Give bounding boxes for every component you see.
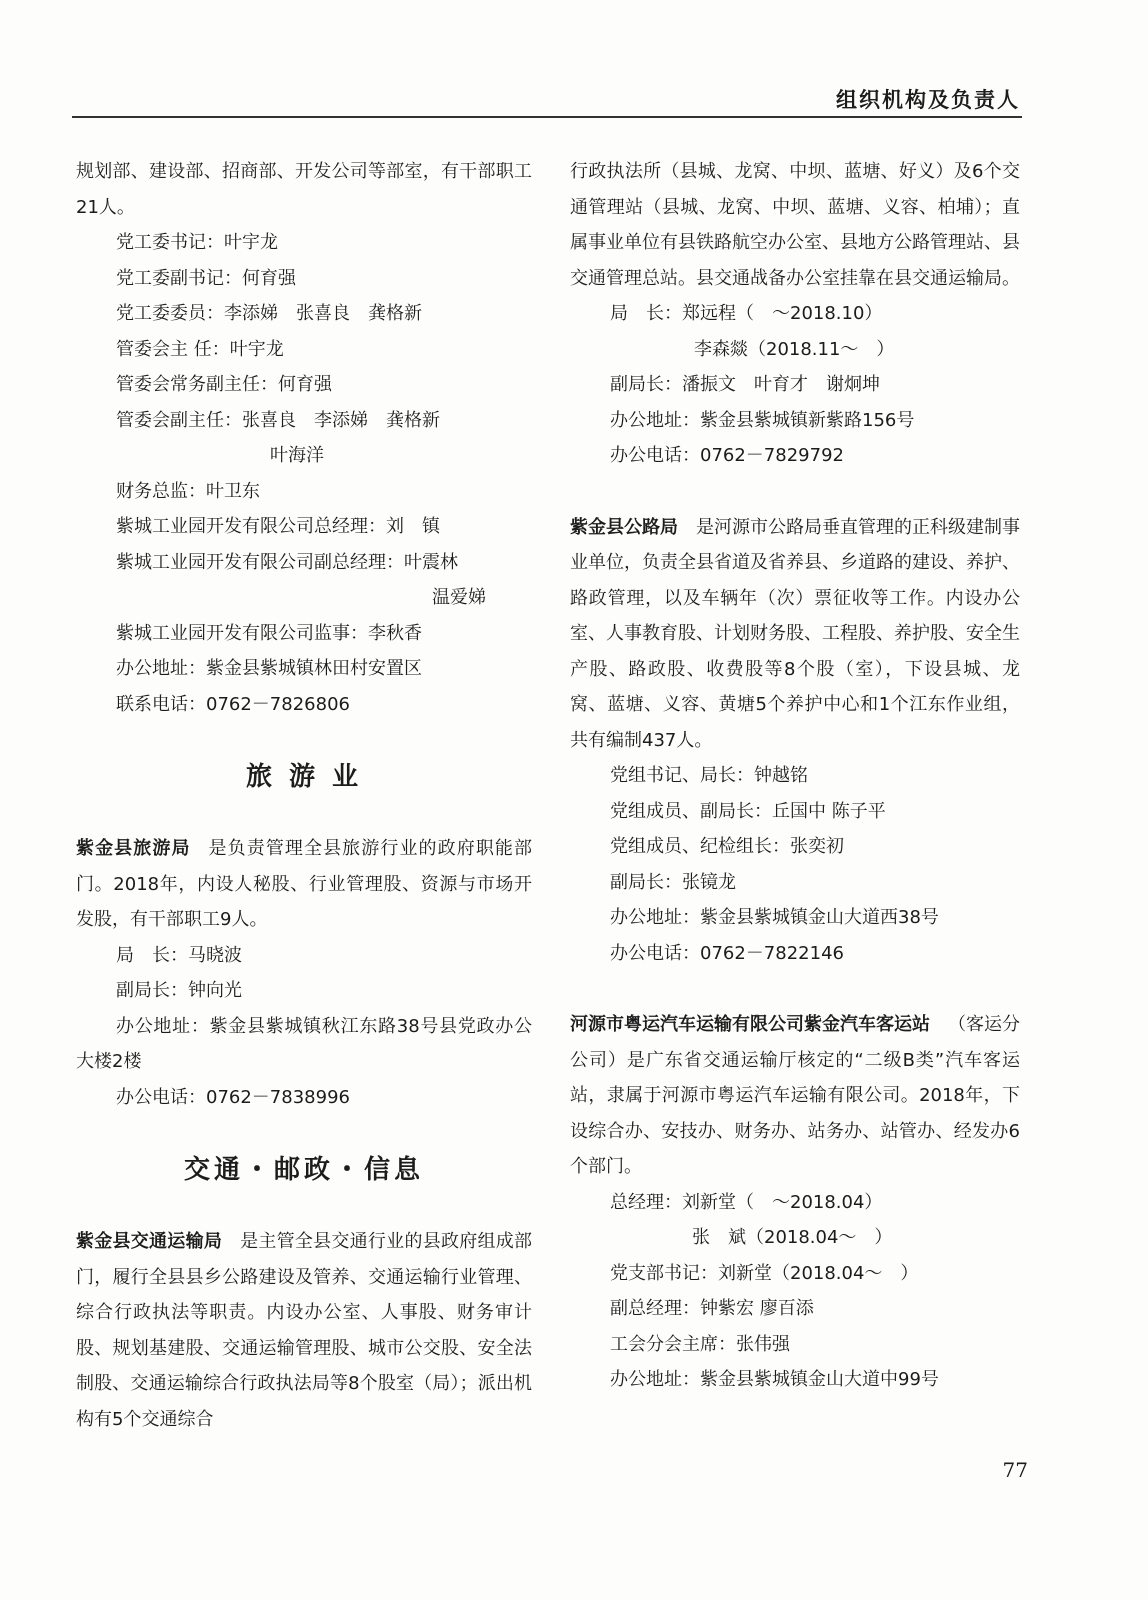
org-name: 紫金县公路局 <box>570 516 678 538</box>
org-description: 是负责管理全县旅游行业的政府职能部门。2018年，内设人秘股、行业管理股、资源与市场开发股，有干部职工9人。 <box>76 838 532 930</box>
park-contact-continuation: 温爱娣 <box>432 587 486 608</box>
highway-contact-line: 党组书记、局长：钟越铭 <box>610 765 808 786</box>
org-description: 是主管全县交通行业的县政府组成部门，履行全县县乡公路建设及管养、交通运输行业管理、综合行政执法等职责。内设办公室、人事股、财务审计股、规划基建股、交通运输管理股、城市公交股、安全法制股、交通运输综合行政执法局等8个股室（局）；派出机构有5个交通综合 <box>76 1231 533 1430</box>
park-contact-line: 管委会副主任：张喜良 李添娣 龚格新 <box>116 409 440 431</box>
bus-contact-continuation: 张 斌（2018.04～ ） <box>692 1227 893 1248</box>
park-contact-line: 党工委书记：叶宇龙 <box>116 232 278 253</box>
park-contact-line: 管委会常务副主任：何育强 <box>116 374 332 395</box>
transport-contact-line: 局 长：郑远程（ ～2018.10） <box>610 303 883 324</box>
bus-contact-line: 总经理：刘新堂（ ～2018.04） <box>610 1191 883 1213</box>
park-contact-line: 党工委委员：李添娣 张喜良 龚格新 <box>116 303 422 324</box>
org-name: 紫金县旅游局 <box>76 838 191 859</box>
highway-contact-line: 党组成员、副局长：丘国中 陈子平 <box>610 800 886 822</box>
page-number: 77 <box>1002 1458 1028 1482</box>
org-name: 河源市粤运汽车运输有限公司紫金汽车客运站 <box>570 1014 930 1035</box>
tourism-phone: 办公电话：0762－7838996 <box>116 1086 350 1108</box>
transport-paragraph <box>76 1224 532 1437</box>
bus-contact-line: 工会分会主席：张伟强 <box>610 1333 790 1355</box>
tourism-contact-line: 局 长：马晓波 <box>116 944 242 966</box>
left-column <box>76 154 532 1437</box>
park-contact-continuation: 叶海洋 <box>270 445 324 466</box>
transport-contact-continuation: 李森燚（2018.11～ ） <box>694 338 895 360</box>
bus-station-paragraph <box>570 1007 1020 1185</box>
running-title: 组织机构及负责人 <box>836 88 1020 112</box>
org-description: 是河源市公路局垂直管理的正科级建制事业单位，负责全县省道及省养县、乡道路的建设、养护、路政管理，以及车辆年（次）票征收等工作。内设办公室、人事教育股、计划财务股、工程股、养护股、安全生产股、路政股、收费股等8个股（室），下设县城、龙窝、蓝塘、义容、黄塘5个养护中心和1个江东作业组，共有编制437人。 <box>570 516 1020 751</box>
transport-paragraph-continued: 行政执法所（县城、龙窝、中坝、蓝塘、好义）及6个交通管理站（县城、龙窝、中坝、蓝塘、义容、柏埔）；直属事业单位有县铁路航空办公室、县地方公路管理站、县交通管理总站。县交通战备办公室挂靠在县交通运输局。 <box>570 161 1020 289</box>
tourism-contact-line: 副局长：钟向光 <box>116 980 242 1001</box>
section-title-tourism: 旅 游 业 <box>245 762 363 792</box>
highway-contact-line: 办公电话：0762－7822146 <box>610 942 844 964</box>
park-contact-line: 联系电话：0762－7826806 <box>116 693 350 715</box>
transport-contact-line: 办公电话：0762－7829792 <box>610 445 844 466</box>
transport-contact-line: 办公地址：紫金县紫城镇新紫路156号 <box>610 409 915 431</box>
park-contact-line: 党工委副书记：何育强 <box>116 267 296 289</box>
park-contact-line: 管委会主 任：叶宇龙 <box>116 338 284 360</box>
park-contact-line: 紫城工业园开发有限公司副总经理：叶震林 <box>116 551 458 573</box>
tourism-paragraph <box>76 831 532 938</box>
park-contact-line: 办公地址：紫金县紫城镇林田村安置区 <box>116 658 422 679</box>
org-description: （客运分公司）是广东省交通运输厅核定的“二级B类”汽车客运站，隶属于河源市粤运汽车运输有限公司。2018年，下设综合办、安技办、财务办、站务办、站管办、经发办6个部门。 <box>570 1014 1020 1177</box>
highway-contact-line: 副局长：张镜龙 <box>610 871 736 893</box>
intro-paragraph: 规划部、建设部、招商部、开发公司等部室，有干部职工21人。 <box>76 161 532 218</box>
bus-contact-line: 党支部书记：刘新堂（2018.04～ ） <box>610 1262 919 1284</box>
park-contact-line: 财务总监：叶卫东 <box>116 480 260 502</box>
transport-contact-line: 副局长：潘振文 叶育才 谢炯坤 <box>610 374 880 395</box>
tourism-address: 办公地址：紫金县紫城镇秋江东路38号县党政办公大楼2楼 <box>76 1015 532 1072</box>
park-contact-line: 紫城工业园开发有限公司监事：李秋香 <box>116 622 422 644</box>
bus-contact-line: 副总经理：钟紫宏 廖百添 <box>610 1298 814 1319</box>
highway-contact-line: 党组成员、纪检组长：张奕初 <box>610 836 844 857</box>
right-column <box>570 154 1020 1398</box>
bus-contact-line: 办公地址：紫金县紫城镇金山大道中99号 <box>610 1369 939 1390</box>
org-name: 紫金县交通运输局 <box>76 1231 223 1252</box>
section-title-transport: 交通・邮政・信息 <box>183 1155 424 1185</box>
header-rule <box>72 116 1022 118</box>
park-contact-line: 紫城工业园开发有限公司总经理：刘 镇 <box>116 516 440 537</box>
highway-contact-line: 办公地址：紫金县紫城镇金山大道西38号 <box>610 907 939 928</box>
highway-paragraph <box>570 510 1020 759</box>
